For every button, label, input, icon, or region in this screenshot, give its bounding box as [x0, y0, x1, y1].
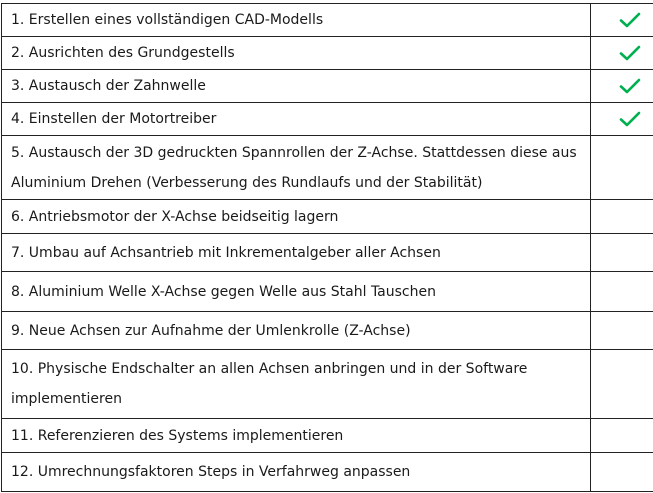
status-cell — [591, 136, 653, 200]
table-row — [2, 37, 653, 70]
table-row — [2, 70, 653, 103]
status-cell — [591, 234, 653, 272]
checkmark-icon — [619, 111, 641, 127]
task-text: 1. Erstellen eines vollständigen CAD-Modells — [2, 4, 591, 37]
status-cell — [591, 272, 653, 312]
task-text: 4. Einstellen der Motortreiber — [2, 103, 591, 136]
checkmark-icon — [619, 78, 641, 94]
task-text: 11. Referenzieren des Systems implementieren — [2, 419, 591, 453]
task-text: 7. Umbau auf Achsantrieb mit Inkrementalgeber aller Achsen — [2, 234, 591, 272]
table-row — [2, 103, 653, 136]
table-row — [2, 200, 653, 234]
table-row — [2, 419, 653, 453]
table-row — [2, 234, 653, 272]
table-row — [2, 272, 653, 312]
table-row — [2, 136, 653, 200]
checkmark-icon — [619, 12, 641, 28]
task-text: 6. Antriebsmotor der X-Achse beidseitig lagern — [2, 200, 591, 234]
table-row — [2, 453, 653, 492]
status-cell — [591, 37, 653, 70]
task-text: 5. Austausch der 3D gedruckten Spannrollen der Z-Achse. Stattdessen diese aus Aluminium Drehen (Verbesserung des Rundlaufs und der Stabilität) — [2, 136, 591, 200]
task-text: 12. Umrechnungsfaktoren Steps in Verfahrweg anpassen — [2, 453, 591, 492]
status-cell — [591, 200, 653, 234]
table-row — [2, 350, 653, 419]
task-text: 9. Neue Achsen zur Aufnahme der Umlenkrolle (Z-Achse) — [2, 312, 591, 350]
checkmark-icon — [619, 45, 641, 61]
status-cell — [591, 4, 653, 37]
status-cell — [591, 103, 653, 136]
task-text: 8. Aluminium Welle X-Achse gegen Welle aus Stahl Tauschen — [2, 272, 591, 312]
table-row — [2, 4, 653, 37]
task-text: 2. Ausrichten des Grundgestells — [2, 37, 591, 70]
status-cell — [591, 453, 653, 492]
task-text: 10. Physische Endschalter an allen Achsen anbringen und in der Software implementieren — [2, 350, 591, 419]
status-cell — [591, 70, 653, 103]
status-cell — [591, 350, 653, 419]
task-checklist-table — [1, 3, 653, 492]
task-text: 3. Austausch der Zahnwelle — [2, 70, 591, 103]
status-cell — [591, 419, 653, 453]
table-row — [2, 312, 653, 350]
status-cell — [591, 312, 653, 350]
